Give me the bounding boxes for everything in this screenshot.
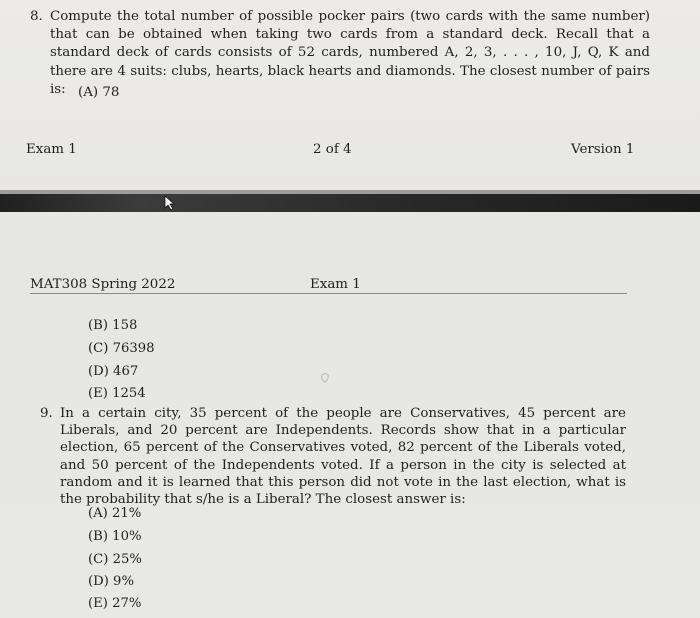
answer-option: (E) 27% — [88, 596, 142, 611]
question-text: Compute the total number of possible pocker pairs (two cards with the same number) that can be obtained when taking two cards from a standard deck. Recall that a standard deck of cards consists of 52 cards, numbered A, 2, 3, . . . , 10, J, Q, K and there are 4 suits: clubs, hearts, black hearts and diamonds. The closest number of pairs is: — [50, 9, 650, 97]
answer-option: (A) 78 — [78, 85, 120, 100]
footer-version: Version 1 — [571, 142, 635, 157]
answer-option: (B) 10% — [88, 529, 142, 544]
answer-option: (D) 9% — [88, 574, 134, 589]
answer-option: (D) 467 — [88, 364, 139, 379]
footer-page-number: 2 of 4 — [313, 142, 352, 157]
answer-option: (B) 158 — [88, 318, 138, 333]
page-header — [30, 277, 627, 294]
question-number: 8. — [30, 9, 43, 24]
header-exam-label: Exam 1 — [310, 277, 361, 292]
stray-mark-icon — [320, 372, 330, 384]
answer-option: (E) 1254 — [88, 386, 146, 401]
answer-option: (C) 76398 — [88, 341, 155, 356]
page-separator-bar — [0, 194, 700, 212]
question-number: 9. — [40, 406, 53, 421]
answer-option: (A) 21% — [88, 506, 142, 521]
course-title: MAT308 Spring 2022 — [30, 277, 176, 292]
footer-exam-label: Exam 1 — [26, 142, 77, 157]
cursor-icon — [164, 195, 178, 211]
question-text: In a certain city, 35 percent of the people are Conservatives, 45 percent are Liberals, and 20 percent are Independents. Records show that in a particular election, 65 percent of the Conservatives voted, 82 percent of the Liberals voted, and 50 percent of the Independents voted. If a person in the city is selected at random and it is learned that this person did not vote in the last election, what is the probability that s/he is a Liberal? The closest answer is: — [60, 406, 626, 508]
answer-option: (C) 25% — [88, 552, 142, 567]
